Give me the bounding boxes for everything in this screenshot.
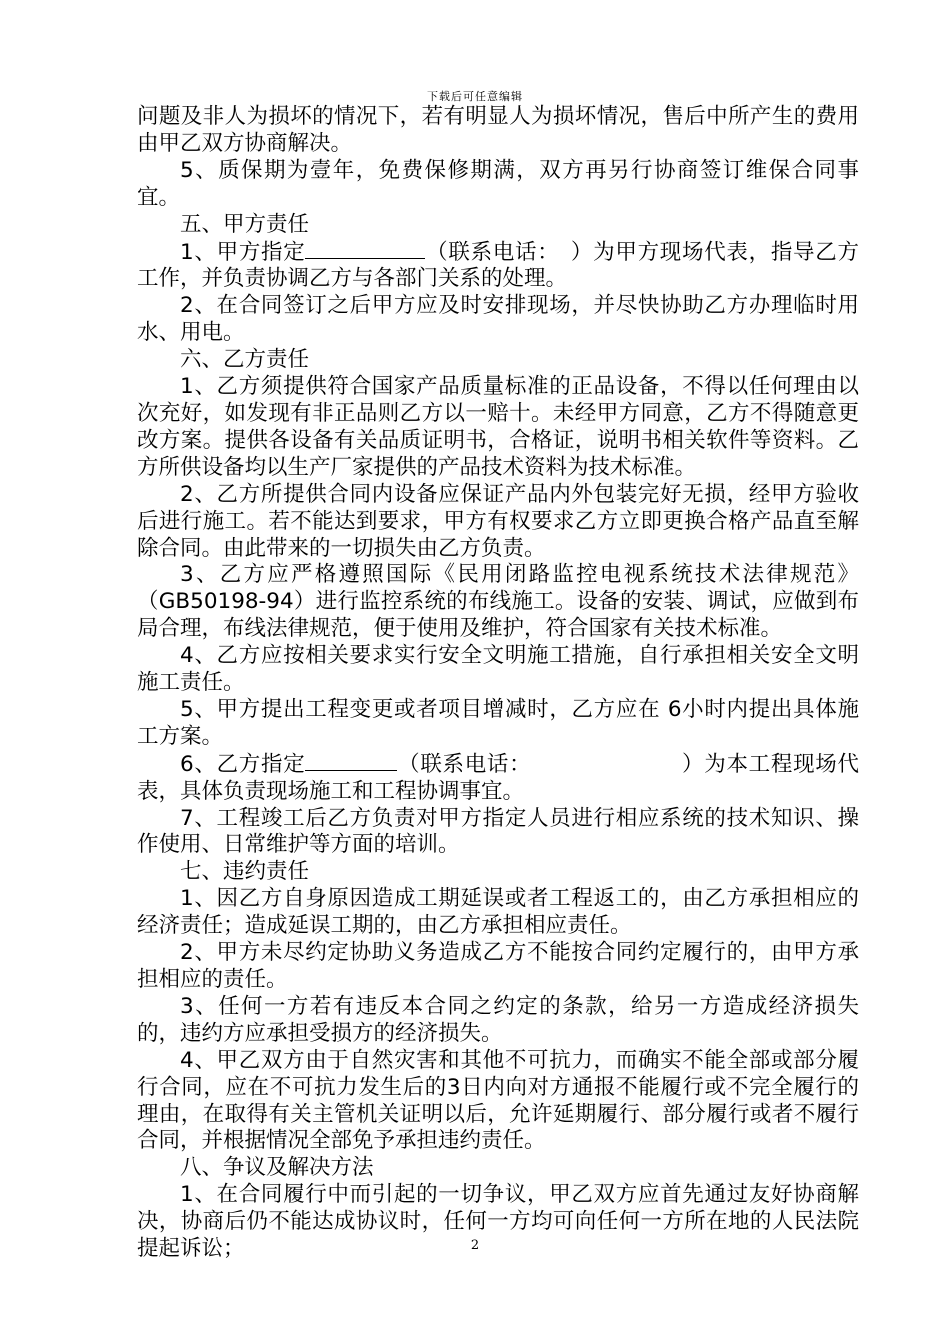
- page-number: 2: [470, 1238, 480, 1253]
- section-heading: 八、争议及解决方法: [180, 1155, 374, 1181]
- fill-in-blank: [305, 751, 397, 771]
- section-heading: 七、违约责任: [180, 859, 310, 885]
- clause-paragraph: 1、乙方须提供符合国家产品质量标准的正品设备，不得以任何理由以次充好，如发现有非正品则乙方以一赔十。未经甲方同意，乙方不得随意更改方案。提供各设备有关品质证明书，合格证，说明书相关软件等资料。乙方所供设备均以生产厂家提供的产品技术资料为技术标准。: [137, 374, 859, 480]
- contract-body: [137, 104, 859, 1263]
- clause-paragraph: 6、乙方指定 （联系电话： ）为本工程现场代表，具体负责现场施工和工程协调事宜。: [137, 751, 859, 804]
- section-heading: 五、甲方责任: [180, 211, 310, 237]
- clause-paragraph: 4、甲乙双方由于自然灾害和其他不可抗力，而确实不能全部或部分履行合同，应在不可抗力发生后的3日内向对方通报不能履行或不完全履行的理由，在取得有关主管机关证明以后，允许延期履行、部分履行或者不履行合同，并根据情况全部免予承担违约责任。: [137, 1047, 859, 1154]
- page-header: 下载后可任意编辑: [427, 90, 523, 103]
- clause-paragraph: 2、乙方所提供合同内设备应保证产品内外包装完好无损，经甲方验收后进行施工。若不能达到要求，甲方有权要求乙方立即更换合格产品直至解除合同。由此带来的一切损失由乙方负责。: [137, 481, 859, 561]
- section-heading: 六、乙方责任: [180, 347, 310, 373]
- clause-paragraph: 1、在合同履行中而引起的一切争议，甲乙双方应首先通过友好协商解决，协商后仍不能达成协议时，任何一方均可向任何一方所在地的人民法院提起诉讼；: [137, 1182, 859, 1262]
- clause-paragraph: 2、在合同签订之后甲方应及时安排现场，并尽快协助乙方办理临时用水、用电。: [137, 293, 859, 346]
- clause-paragraph: 7、工程竣工后乙方负责对甲方指定人员进行相应系统的技术知识、操作使用、日常维护等方面的培训。: [137, 805, 859, 858]
- paragraph-continuation: 问题及非人为损坏的情况下，若有明显人为损坏情况，售后中所产生的费用由甲乙双方协商解决。: [137, 104, 859, 156]
- clause-paragraph: 1、甲方指定 （联系电话： ）为甲方现场代表，指导乙方工作，并负责协调乙方与各部门关系的处理。: [137, 239, 859, 292]
- clause-paragraph: 1、因乙方自身原因造成工期延误或者工程返工的，由乙方承担相应的经济责任；造成延误工期的，由乙方承担相应责任。: [137, 886, 859, 939]
- clause-paragraph: 3、任何一方若有违反本合同之约定的条款，给另一方造成经济损失的，违约方应承担受损方的经济损失。: [137, 993, 859, 1046]
- clause-paragraph: 5、质保期为壹年，免费保修期满，双方再另行协商签订维保合同事宜。: [137, 157, 859, 210]
- clause-paragraph: 2、甲方未尽约定协助义务造成乙方不能按合同约定履行的，由甲方承担相应的责任。: [137, 940, 859, 992]
- clause-paragraph: 5、甲方提出工程变更或者项目增减时，乙方应在 6小时内提出具体施工方案。: [137, 696, 859, 749]
- clause-paragraph: 4、乙方应按相关要求实行安全文明施工措施，自行承担相关安全文明施工责任。: [137, 643, 859, 696]
- clause-paragraph: 3、乙方应严格遵照国际《民用闭路监控电视系统技术法律规范》（GB50198-94）进行监控系统的布线施工。设备的安装、调试，应做到布局合理，布线法律规范，便于使用及维护，符合国家有关技术标准。: [137, 562, 859, 642]
- fill-in-blank: [305, 239, 425, 259]
